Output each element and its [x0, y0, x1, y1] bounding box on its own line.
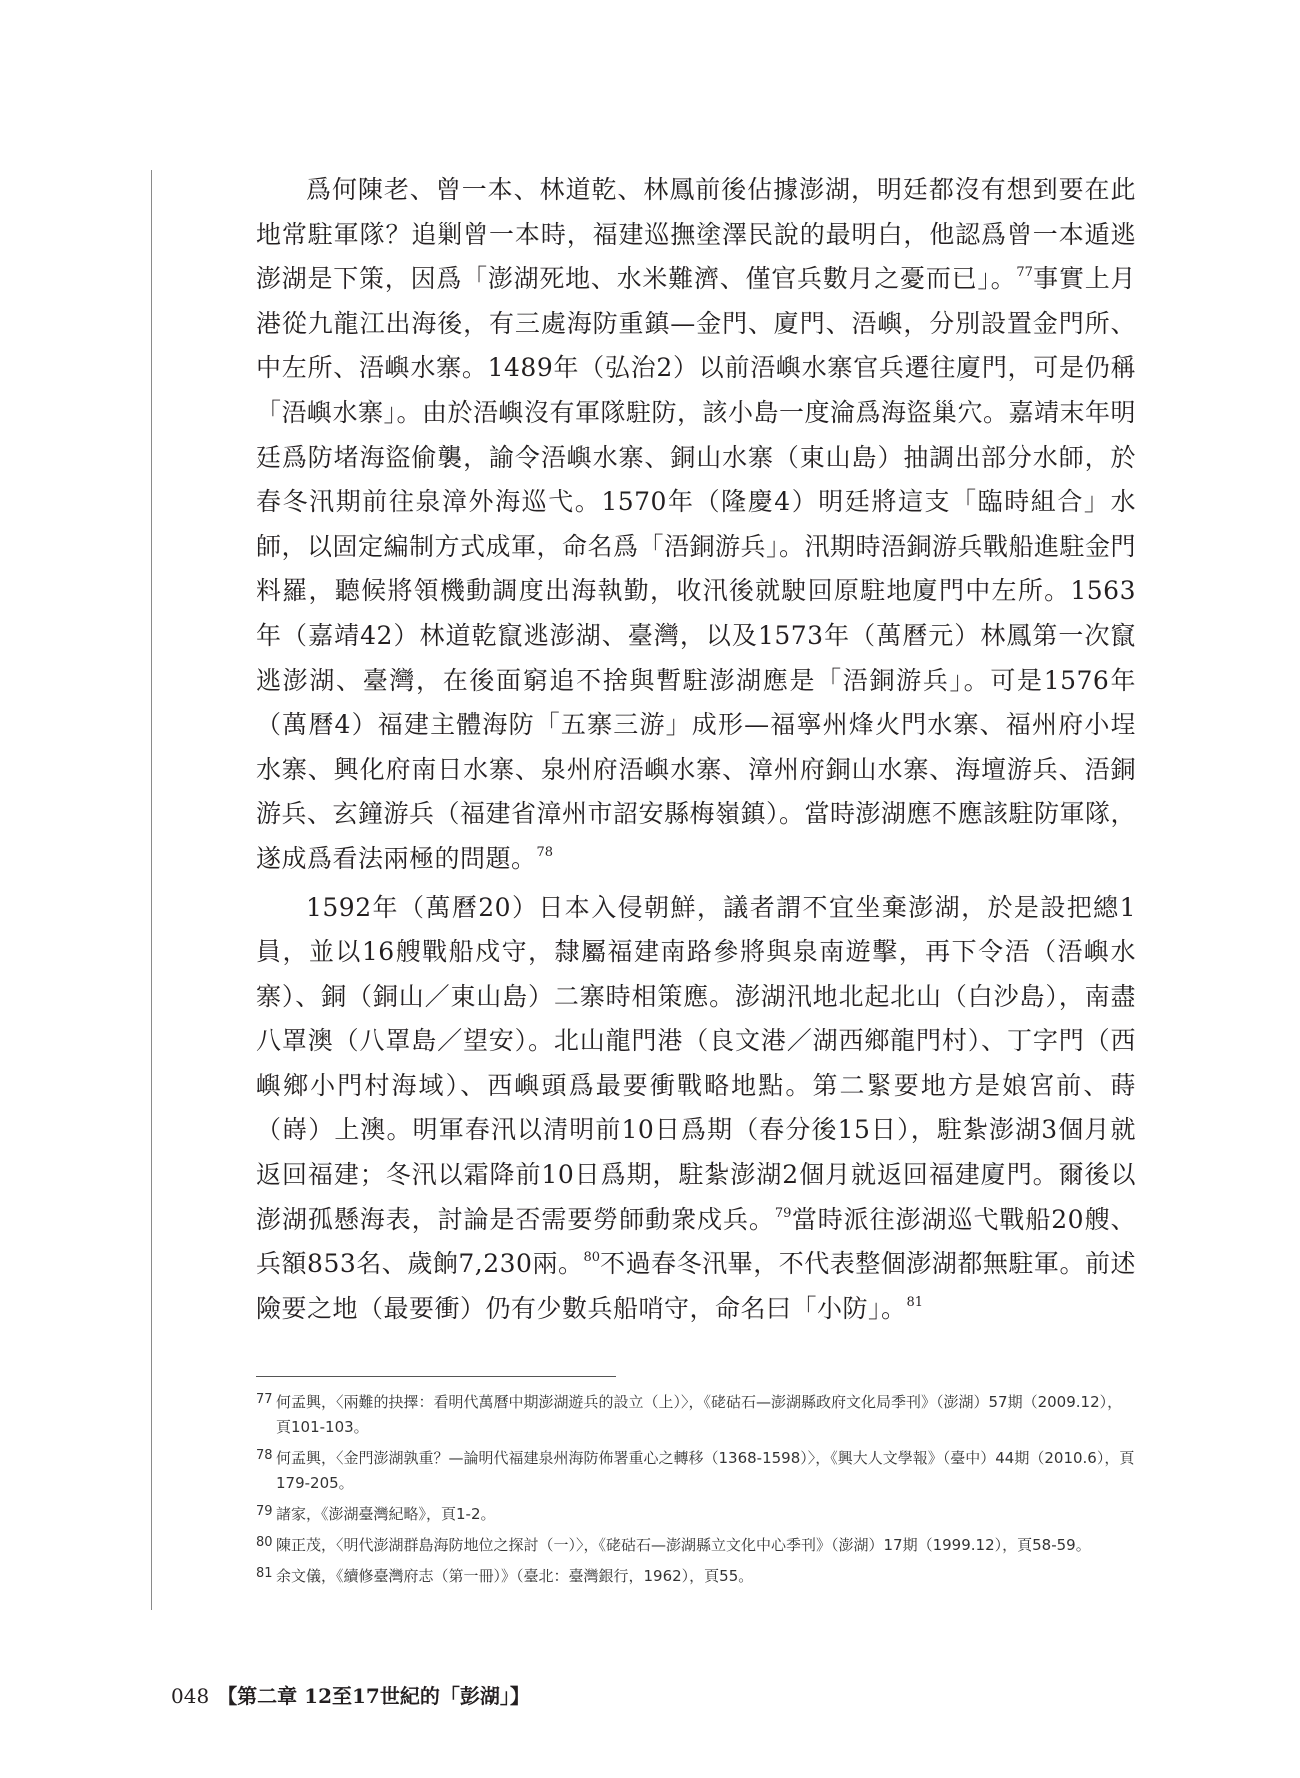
footnote-text: 何孟興，〈兩難的抉擇：看明代萬曆中期澎湖遊兵的設立（上）〉，《硓𥑮石—澎湖縣政府文化局季刊》（澎湖）57期（2009.12），頁101-103。 [276, 1393, 1123, 1436]
footnote-separator [256, 1376, 616, 1377]
text-run: 不過春冬汛畢，不代表整個澎湖都無駐軍。前述險要之地（最要衝）仍有少數兵船哨守，命名曰「小防」。 [256, 1249, 1136, 1323]
paragraph [256, 168, 1136, 882]
footnote-77 [256, 1390, 1136, 1440]
footnotes [256, 1390, 1136, 1595]
text-run: 事實上月港從九龍江出海後，有三處海防重鎮—金門、廈門、浯嶼，分別設置金門所、中左所、浯嶼水寨。1489年（弘治2）以前浯嶼水寨官兵遷往廈門，可是仍稱「浯嶼水寨」。由於浯嶼沒有軍隊駐防，該小島一度淪爲海盜巢穴。嘉靖末年明廷爲防堵海盜偷襲，諭令浯嶼水寨、銅山水寨（東山島）抽調出部分水師，於春冬汛期前往泉漳外海巡弋。1570年（隆慶4）明廷將這支「臨時組合」水師，以固定編制方式成軍，命名爲「浯銅游兵」。汛期時浯銅游兵戰船進駐金門料羅，聽候將領機動調度出海執勤，收汛後就駛回原駐地廈門中左所。1563年（嘉靖42）林道乾竄逃澎湖、臺灣，以及1573年（萬曆元）林鳳第一次竄逃澎湖、臺灣，在後面窮追不捨與暫駐澎湖應是「浯銅游兵」。可是1576年（萬曆4）福建主體海防「五寨三游」成形—福寧州烽火門水寨、福州府小埕水寨、興化府南日水寨、泉州府浯嶼水寨、漳州府銅山水寨、海壇游兵、浯銅游兵、玄鐘游兵（福建省漳州市詔安縣梅嶺鎮）。當時澎湖應不應該駐防軍隊，遂成爲看法兩極的問題。 [256, 264, 1137, 873]
text-run: 1592年（萬曆20）日本入侵朝鮮，議者謂不宜坐棄澎湖，於是設把總1員，並以16艘戰船戍守，隸屬福建南路參將與泉南遊擊，再下令浯（浯嶼水寨）、銅（銅山／東山島）二寨時相策應。澎湖汛地北起北山（白沙島），南盡八罩澳（八罩島／望安）。北山龍門港（良文港／湖西鄉龍門村）、丁字門（西嶼鄉小門村海域）、西嶼頭爲最要衝戰略地點。第二緊要地方是娘宮前、蒔（嵵）上澳。明軍春汛以清明前10日爲期（春分後15日），駐紮澎湖3個月就返回福建；冬汛以霜降前10日爲期，駐紮澎湖2個月就返回福建廈門。爾後以澎湖孤懸海表，討論是否需要勞師動衆戍兵。 [256, 892, 1136, 1234]
footnote-number: 81 [256, 1566, 273, 1581]
footnote-number: 77 [256, 1392, 273, 1407]
margin-rule [151, 170, 152, 1610]
footnote-text: 諸家，《澎湖臺灣紀略》，頁1-2。 [276, 1505, 496, 1523]
footnote-text: 余文儀，《續修臺灣府志（第一冊）》（臺北：臺灣銀行，1962），頁55。 [276, 1567, 754, 1585]
paragraph [256, 886, 1136, 1332]
footnote-text: 何孟興，〈金門澎湖孰重？—論明代福建泉州海防佈署重心之轉移（1368-1598）〉，《興大人文學報》（臺中）44期（2010.6），頁179-205。 [276, 1449, 1135, 1492]
footnote-80 [256, 1533, 1136, 1558]
footnote-number: 79 [256, 1504, 273, 1519]
footnote-ref-78: 78 [536, 844, 554, 860]
footnote-79 [256, 1502, 1136, 1527]
footnote-number: 78 [256, 1448, 273, 1463]
main-text [256, 168, 1136, 1331]
footnote-ref-79: 79 [774, 1205, 792, 1221]
footnote-78 [256, 1446, 1136, 1496]
footnote-text: 陳正茂，〈明代澎湖群島海防地位之探討（一）〉，《硓𥑮石—澎湖縣立文化中心季刊》（澎湖）17期（1999.12），頁58-59。 [276, 1536, 1091, 1554]
footnote-81 [256, 1564, 1136, 1589]
chapter-title: 【第二章 12至17世紀的「彭湖」】 [217, 1684, 530, 1708]
footnote-number: 80 [256, 1535, 273, 1550]
footnote-ref-80: 80 [583, 1250, 601, 1266]
footnote-ref-81: 81 [906, 1294, 924, 1310]
page-number: 048 [171, 1684, 210, 1708]
text-run: 當時派往澎湖巡弋戰船20艘、兵額853名、歲餉7,230兩。 [256, 1204, 1136, 1279]
page-footer [171, 1680, 530, 1709]
footnote-ref-77: 77 [1016, 265, 1033, 281]
text-run: 爲何陳老、曾一本、林道乾、林鳳前後佔據澎湖，明廷都沒有想到要在此地常駐軍隊？追剿曾一本時，福建巡撫塗澤民說的最明白，他認爲曾一本遁逃澎湖是下策，因爲「澎湖死地、水米難濟、僅官兵數月之憂而已」。 [256, 175, 1136, 294]
